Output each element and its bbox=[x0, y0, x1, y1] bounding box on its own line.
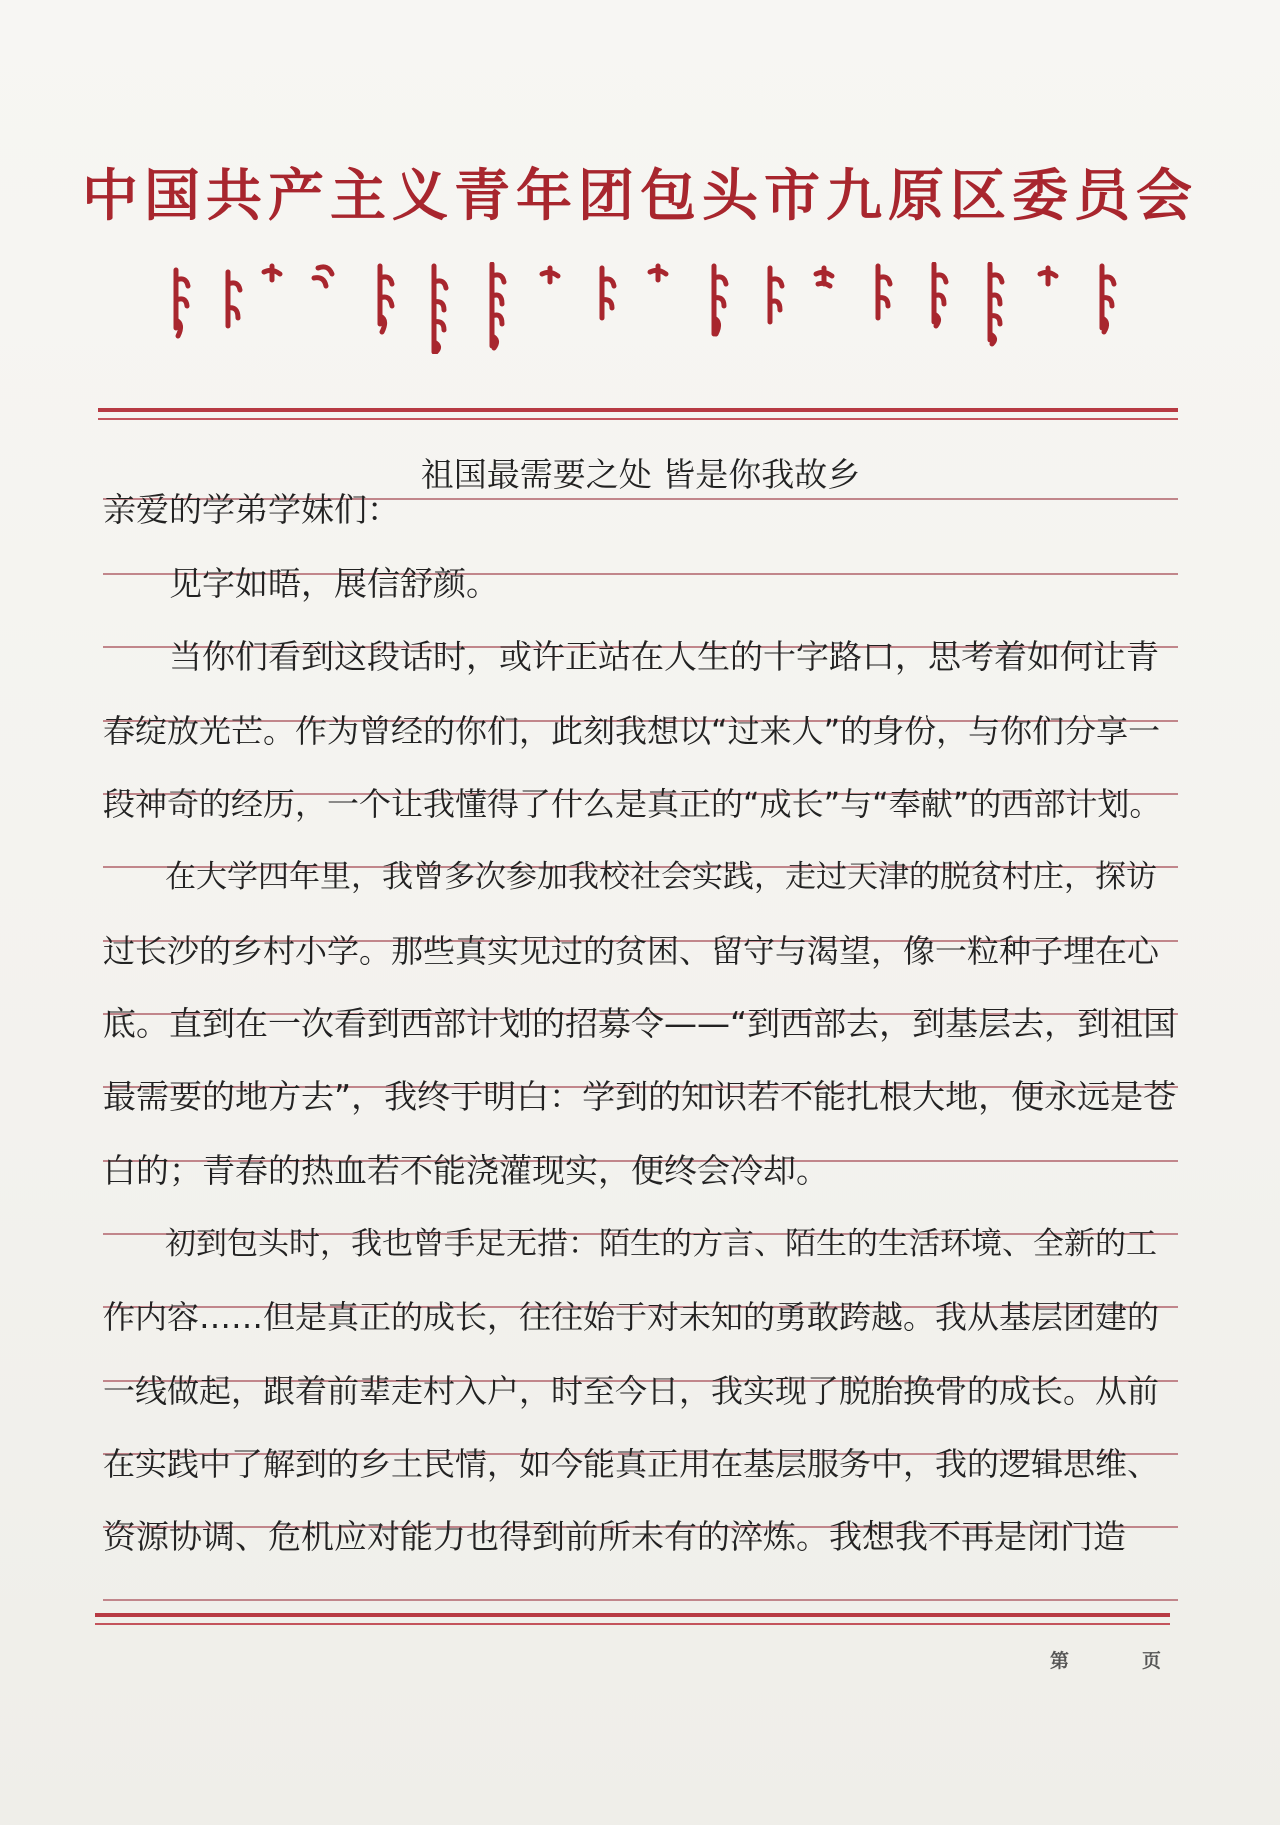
letter-line: 段神奇的经历，一个让我懂得了什么是真正的“成长”与“奉献”的西部计划。 bbox=[103, 785, 1162, 823]
letter-line: 春绽放光芒。作为曾经的你们，此刻我想以“过来人”的身份，与你们分享一 bbox=[103, 712, 1161, 750]
letter-line: 最需要的地方去”，我终于明白：学到的知识若不能扎根大地，便永远是苍 bbox=[103, 1077, 1177, 1116]
letter-line: 亲爱的学弟学妹们： bbox=[103, 490, 400, 529]
letter-line: 当你们看到这段话时，或许正站在人生的十字路口，思考着如何让青 bbox=[103, 637, 1159, 676]
letter-line: 在实践中了解到的乡土民情，如今能真正用在基层服务中，我的逻辑思维、 bbox=[103, 1445, 1160, 1483]
letter-line: 过长沙的乡村小学。那些真实见过的贫困、留守与渴望，像一粒种子埋在心 bbox=[103, 932, 1160, 970]
letter-title: 祖国最需要之处 皆是你我故乡 bbox=[420, 455, 861, 494]
letter-line: 资源协调、危机应对能力也得到前所未有的淬炼。我想我不再是闭门造 bbox=[103, 1517, 1126, 1556]
letter-line: 底。直到在一次看到西部计划的招募令——“到西部去，到基层去，到祖国 bbox=[103, 1004, 1177, 1043]
ruled-line bbox=[103, 1599, 1178, 1601]
letter-line: 在大学四年里，我曾多次参加我校社会实践，走过天津的脱贫村庄，探访 bbox=[103, 859, 1157, 895]
letter-line: 白的；青春的热血若不能浇灌现实，便终会冷却。 bbox=[103, 1151, 829, 1190]
letter-line: 作内容……但是真正的成长，往往始于对未知的勇敢跨越。我从基层团建的 bbox=[103, 1298, 1160, 1336]
footer-double-rule bbox=[95, 1613, 1170, 1625]
mongolian-script-seal bbox=[168, 262, 1144, 354]
page-suffix: 页 bbox=[1142, 1650, 1162, 1672]
header-double-rule bbox=[98, 408, 1178, 420]
letter-line: 一线做起，跟着前辈走村入户，时至今日，我实现了脱胎换骨的成长。从前 bbox=[103, 1372, 1160, 1410]
page-prefix: 第 bbox=[1050, 1650, 1070, 1672]
letter-line: 初到包头时，我也曾手足无措：陌生的方言、陌生的生活环境、全新的工 bbox=[103, 1226, 1157, 1262]
organization-name: 中国共产主义青年团包头市九原区委员会 bbox=[82, 163, 1198, 229]
letter-line: 见字如晤，展信舒颜。 bbox=[103, 564, 499, 603]
